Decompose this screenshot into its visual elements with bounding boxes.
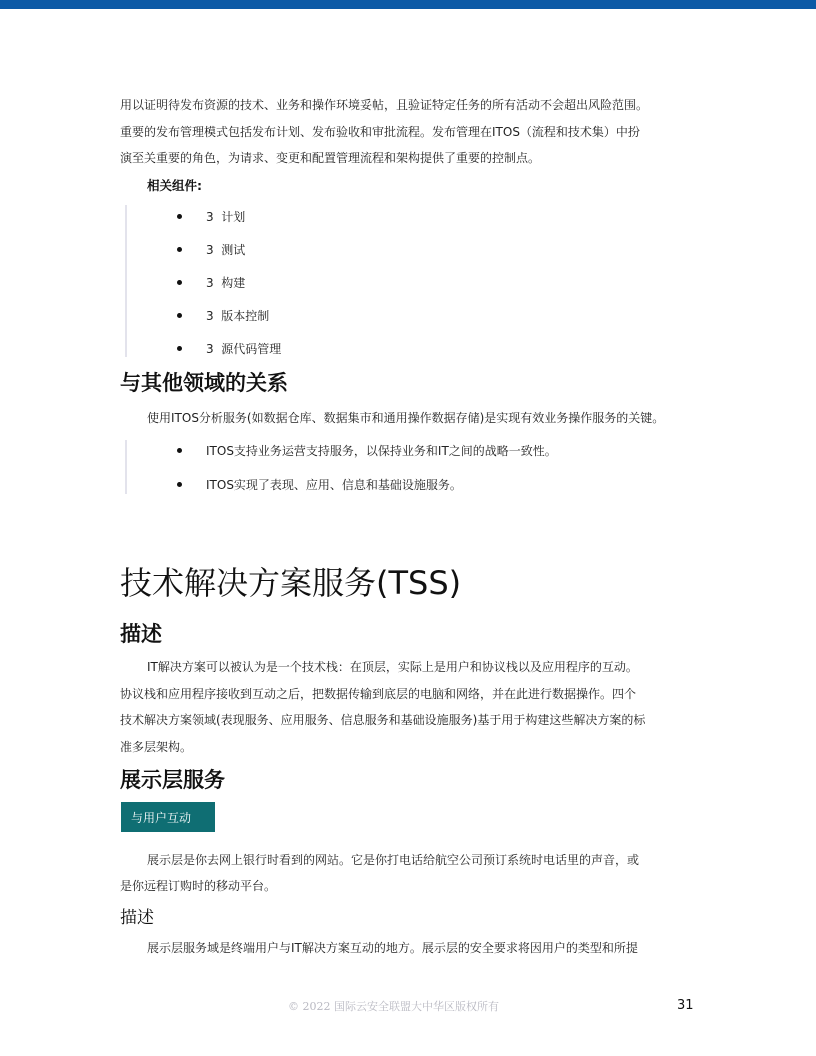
list-item: ITOS实现了表现、应用、信息和基础设施服务。 xyxy=(206,478,462,492)
list-item xyxy=(206,340,281,357)
list-item xyxy=(206,307,269,324)
sub-description-heading: 描述 xyxy=(120,908,154,928)
presentation-line-1: 展示层是你去网上银行时看到的网站。它是你打电话给航空公司预订系统时电话里的声音，或 xyxy=(147,853,640,867)
list-quote-line xyxy=(125,440,127,494)
item-text: 计划 xyxy=(221,210,246,224)
sub-description-line: 展示层服务域是终端用户与IT解决方案互动的地方。展示层的安全要求将因用户的类型和所提 xyxy=(147,941,638,955)
item-number: 3 xyxy=(206,342,214,356)
bullet-icon xyxy=(177,313,182,318)
list-item xyxy=(206,241,245,258)
relation-paragraph: 使用ITOS分析服务(如数据仓库、数据集市和通用操作数据存储)是实现有效业务操作服务的关键。 xyxy=(147,411,665,425)
desc-line-2: 协议栈和应用程序接收到互动之后，把数据传输到底层的电脑和网络，并在此进行数据操作。四个 xyxy=(120,687,637,701)
top-accent-bar xyxy=(0,0,816,9)
interaction-box: 与用户互动 xyxy=(121,802,215,832)
bullet-icon xyxy=(177,214,182,219)
relation-heading: 与其他领域的关系 xyxy=(120,371,288,395)
item-number: 3 xyxy=(206,309,214,323)
item-text: 测试 xyxy=(221,243,246,257)
item-text: 版本控制 xyxy=(221,309,270,323)
bullet-icon xyxy=(177,280,182,285)
desc-line-1: IT解决方案可以被认为是一个技术栈：在顶层，实际上是用户和协议栈以及应用程序的互动。 xyxy=(147,660,638,674)
item-text: 源代码管理 xyxy=(221,342,282,356)
desc-line-4: 准多层架构。 xyxy=(120,740,193,754)
related-components-label: 相关组件: xyxy=(147,178,202,193)
bullet-icon xyxy=(177,247,182,252)
item-number: 3 xyxy=(206,210,214,224)
intro-line-2: 重要的发布管理模式包括发布计划、发布验收和审批流程。发布管理在ITOS（流程和技术集）中扮 xyxy=(120,125,640,139)
page-number: 31 xyxy=(677,998,694,1013)
list-item xyxy=(206,274,245,291)
bullet-icon xyxy=(177,346,182,351)
item-number: 3 xyxy=(206,276,214,290)
intro-line-1: 用以证明待发布资源的技术、业务和操作环境妥帖，且验证特定任务的所有活动不会超出风险范围。 xyxy=(120,98,649,112)
footer-copyright: © 2022 国际云安全联盟大中华区版权所有 xyxy=(288,1000,499,1013)
desc-line-3: 技术解决方案领域(表现服务、应用服务、信息服务和基础设施服务)基于用于构建这些解决方案的标 xyxy=(120,713,646,727)
bullet-icon xyxy=(177,448,182,453)
tss-title: 技术解决方案服务(TSS) xyxy=(120,564,462,602)
presentation-line-2: 是你远程订购时的移动平台。 xyxy=(120,879,277,893)
item-text: 构建 xyxy=(221,276,246,290)
list-quote-line xyxy=(125,205,127,357)
item-number: 3 xyxy=(206,243,214,257)
bullet-icon xyxy=(177,482,182,487)
list-item: ITOS支持业务运营支持服务，以保持业务和IT之间的战略一致性。 xyxy=(206,444,557,458)
list-item xyxy=(206,208,245,225)
intro-line-3: 演至关重要的角色，为请求、变更和配置管理流程和架构提供了重要的控制点。 xyxy=(120,151,541,165)
description-heading: 描述 xyxy=(120,622,162,646)
presentation-heading: 展示层服务 xyxy=(120,768,225,792)
